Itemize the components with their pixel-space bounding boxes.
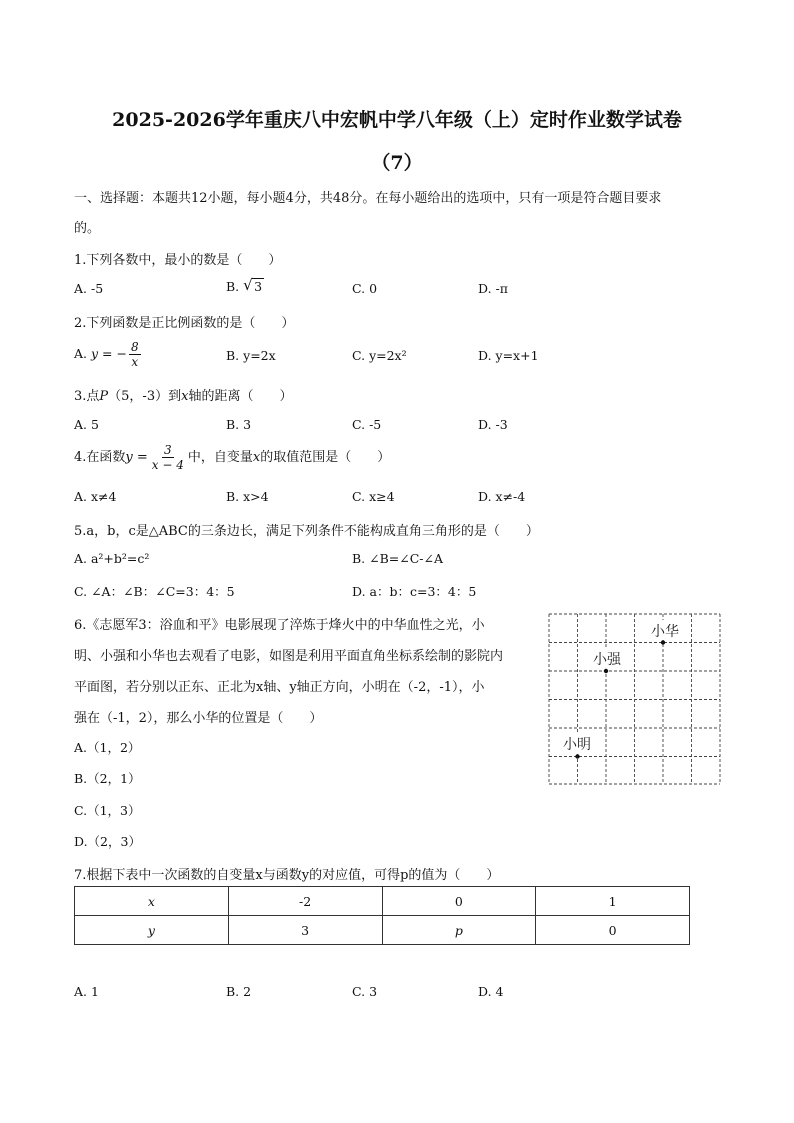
xiaohua-label: 小华 — [651, 624, 679, 640]
xiaoming-label: 小明 — [563, 737, 591, 753]
question-2-option-b: B. y=2x — [226, 348, 276, 363]
cell-text: y — [147, 922, 155, 938]
question-5-option-c: C. ∠A：∠B：∠C=3：4：5 — [74, 584, 235, 599]
stem-text: 轴的距离（ ） — [188, 389, 293, 404]
fraction — [150, 443, 186, 472]
cell-text: p — [454, 922, 463, 938]
option-b-label: B. — [226, 279, 240, 294]
question-6-option-b: B.（2，1） — [74, 771, 141, 786]
value-table — [74, 886, 690, 945]
table-cell: 1 — [536, 887, 690, 916]
stem-text: 的取值范围是（ ） — [260, 450, 391, 465]
sqrt-radicand: 3 — [254, 279, 263, 294]
question-6-option-a: A.（1，2） — [74, 740, 141, 755]
fraction-numerator: 8 — [130, 340, 139, 354]
question-6-line-1: 6.《志愿军3：浴血和平》电影展现了淬炼于烽火中的中华血性之光，小 — [74, 618, 485, 633]
question-1-option-b — [226, 276, 264, 294]
question-1-stem: 1.下列各数中，最小的数是（ ） — [74, 253, 282, 268]
question-1-option-c: C. 0 — [352, 281, 378, 296]
table-cell — [382, 916, 536, 945]
variable-x: x — [181, 389, 189, 404]
grid-lines — [549, 614, 720, 784]
xiaohua-point — [661, 640, 665, 644]
point-name: P — [99, 389, 109, 404]
question-2-option-d: D. y=x+1 — [478, 348, 539, 363]
fraction — [129, 340, 141, 369]
table-cell — [75, 916, 229, 945]
question-1-option-a: A. -5 — [74, 281, 104, 296]
question-3-option-c: C. -5 — [352, 417, 382, 432]
question-3-option-d: D. -3 — [478, 417, 508, 432]
formula-lhs: y = — [125, 450, 148, 465]
question-5-option-b: B. ∠B=∠C-∠A — [352, 551, 444, 566]
question-6-option-c: C.（1，3） — [74, 803, 141, 818]
question-3-option-a: A. 5 — [74, 417, 99, 432]
question-2-stem: 2.下列函数是正比例函数的是（ ） — [74, 316, 295, 331]
table-cell: 3 — [228, 916, 382, 945]
stem-text: 中，自变量 — [187, 450, 253, 465]
table-cell: 0 — [536, 916, 690, 945]
section-instructions: 一、选择题：本题共12小题，每小题4分，共48分。在每小题给出的选项中，只有一项是符合题目要求 — [74, 191, 662, 206]
question-4-option-c: C. x≥4 — [352, 489, 395, 504]
question-7-option-d: D. 4 — [478, 984, 504, 999]
table-cell: -2 — [228, 887, 382, 916]
table-row — [75, 916, 690, 945]
question-4-option-a: A. x≠4 — [74, 489, 117, 504]
question-5-option-a: A. a²+b²=c² — [74, 551, 150, 566]
question-7-option-c: C. 3 — [352, 984, 378, 999]
page-title: 2025-2026学年重庆八中宏帆中学八年级（上）定时作业数学试卷 — [112, 109, 682, 131]
question-7-option-a: A. 1 — [74, 984, 99, 999]
option-a-label: A. — [74, 346, 88, 361]
question-1-option-d: D. -π — [478, 281, 508, 296]
question-3-option-b: B. 3 — [226, 417, 252, 432]
stem-text: 4.在函数 — [74, 450, 126, 465]
cell-text: x — [147, 893, 155, 909]
question-4-stem — [74, 443, 390, 472]
xiaoqiang-point — [604, 669, 608, 673]
formula-lhs: y = − — [91, 346, 127, 361]
question-7-option-b: B. 2 — [226, 984, 252, 999]
fraction-numerator: 3 — [164, 443, 172, 457]
table-cell: 0 — [382, 887, 536, 916]
sqrt-symbol: √ 3 — [243, 276, 263, 294]
fraction-denominator: x − 4 — [151, 458, 184, 472]
stem-text: 3.点 — [74, 389, 100, 404]
xiaoming-point — [575, 754, 579, 758]
question-4-option-d: D. x≠-4 — [478, 489, 526, 504]
question-6-line-3: 平面图，若分别以正东、正北为x轴、y轴正方向，小明在（-2，-1），小 — [74, 680, 485, 695]
cinema-grid-figure — [548, 612, 722, 786]
section-instructions-cont: 的。 — [74, 221, 101, 236]
question-4-option-b: B. x>4 — [226, 489, 269, 504]
question-6-option-d: D.（2，3） — [74, 834, 141, 849]
table-row — [75, 887, 690, 916]
question-5-option-d: D. a：b：c=3：4：5 — [352, 584, 477, 599]
xiaoqiang-label: 小强 — [593, 652, 621, 668]
question-6-line-4: 强在（-1，2），那么小华的位置是（ ） — [74, 711, 323, 726]
page-title-number: （7） — [371, 152, 423, 174]
stem-text: （5，-3）到 — [108, 389, 182, 404]
question-2-option-c: C. y=2x² — [352, 348, 407, 363]
fraction-denominator: x — [131, 355, 139, 369]
variable-x: x — [252, 450, 261, 465]
question-3-stem — [74, 385, 292, 404]
question-7-stem: 7.根据下表中一次函数的自变量x与函数y的对应值，可得p的值为（ ） — [74, 868, 500, 883]
table-cell — [75, 887, 229, 916]
question-2-option-a — [74, 340, 143, 369]
question-5-stem: 5.a，b，c是△ABC的三条边长，满足下列条件不能构成直角三角形的是（ ） — [74, 524, 539, 539]
question-6-line-2: 明、小强和小华也去观看了电影，如图是利用平面直角坐标系绘制的影院内 — [74, 649, 504, 664]
